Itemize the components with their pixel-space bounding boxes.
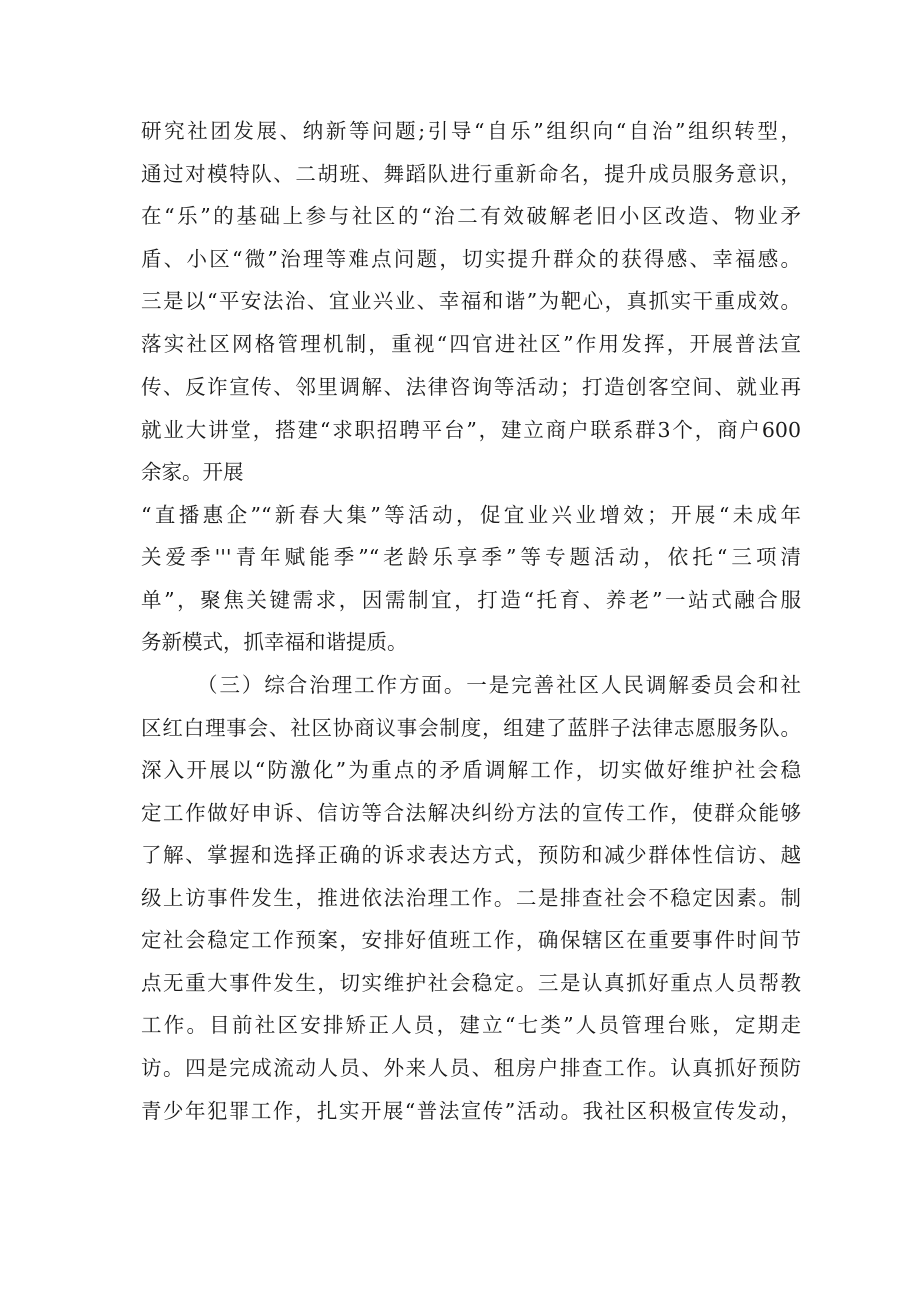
text-line: 盾、小区“微”治理等难点问题，切实提升群众的获得感、幸福感。 [141, 247, 801, 271]
text-line: 余家。开展 [141, 460, 244, 484]
text-line: 单”，聚焦关键需求，因需制宜，打造“托育、养老”一站式融合服 [141, 588, 801, 612]
text-line: 务新模式，抓幸福和谐提质。 [141, 630, 408, 654]
text-line: 落实社区网格管理机制，重视“四官进社区”作用发挥，开展普法宣 [141, 332, 801, 356]
text-line: 级上访事件发生，推进依法治理工作。二是排查社会不稳定因素。制 [141, 886, 801, 910]
text-line: 了解、掌握和选择正确的诉求表达方式，预防和减少群体性信访、越 [141, 843, 801, 867]
text-line: 区红白理事会、社区协商议事会制度，组建了蓝胖子法律志愿服务队。 [141, 716, 801, 740]
text-line: 定社会稳定工作预案，安排好值班工作，确保辖区在重要事件时间节 [141, 928, 801, 952]
text-line: “直播惠企”“新春大集”等活动，促宜业兴业增效；开展“未成年 [141, 503, 801, 527]
text-line: 青少年犯罪工作，扎实开展“普法宣传”活动。我社区积极宣传发动， [141, 1099, 801, 1123]
text-line: 在“乐”的基础上参与社区的“治二有效破解老旧小区改造、物业矛 [141, 204, 801, 228]
text-line: 就业大讲堂，搭建“求职招聘平台”，建立商户联系群3个，商户600 [141, 418, 801, 442]
text-line: 访。四是完成流动人员、外来人员、租房户排查工作。认真抓好预防 [141, 1056, 801, 1080]
text-line: 点无重大事件发生，切实维护社会稳定。三是认真抓好重点人员帮教 [141, 971, 801, 995]
text-line: 通过对模特队、二胡班、舞蹈队进行重新命名，提升成员服务意识， [141, 162, 801, 186]
text-line: 工作。目前社区安排矫正人员，建立“七类”人员管理台账，定期走 [141, 1013, 801, 1037]
text-line: 深入开展以“防激化”为重点的矛盾调解工作，切实做好维护社会稳 [141, 758, 801, 782]
text-line: 关爱季'''青年赋能季”“老龄乐享季”等专题活动，依托“三项清 [141, 545, 801, 569]
text-line: 研究社团发展、纳新等问题;引导“自乐”组织向“自治”组织转型， [141, 119, 801, 143]
text-line: 三是以“平安法治、宜业兴业、幸福和谐”为靶心，真抓实干重成效。 [141, 289, 801, 313]
text-line: 定工作做好申诉、信访等合法解决纠纷方法的宣传工作，使群众能够 [141, 801, 801, 825]
paragraph-heading-line: （三）综合治理工作方面。一是完善社区人民调解委员会和社 [197, 673, 801, 697]
text-line: 传、反诈宣传、邻里调解、法律咨询等活动；打造创客空间、就业再 [141, 375, 801, 399]
